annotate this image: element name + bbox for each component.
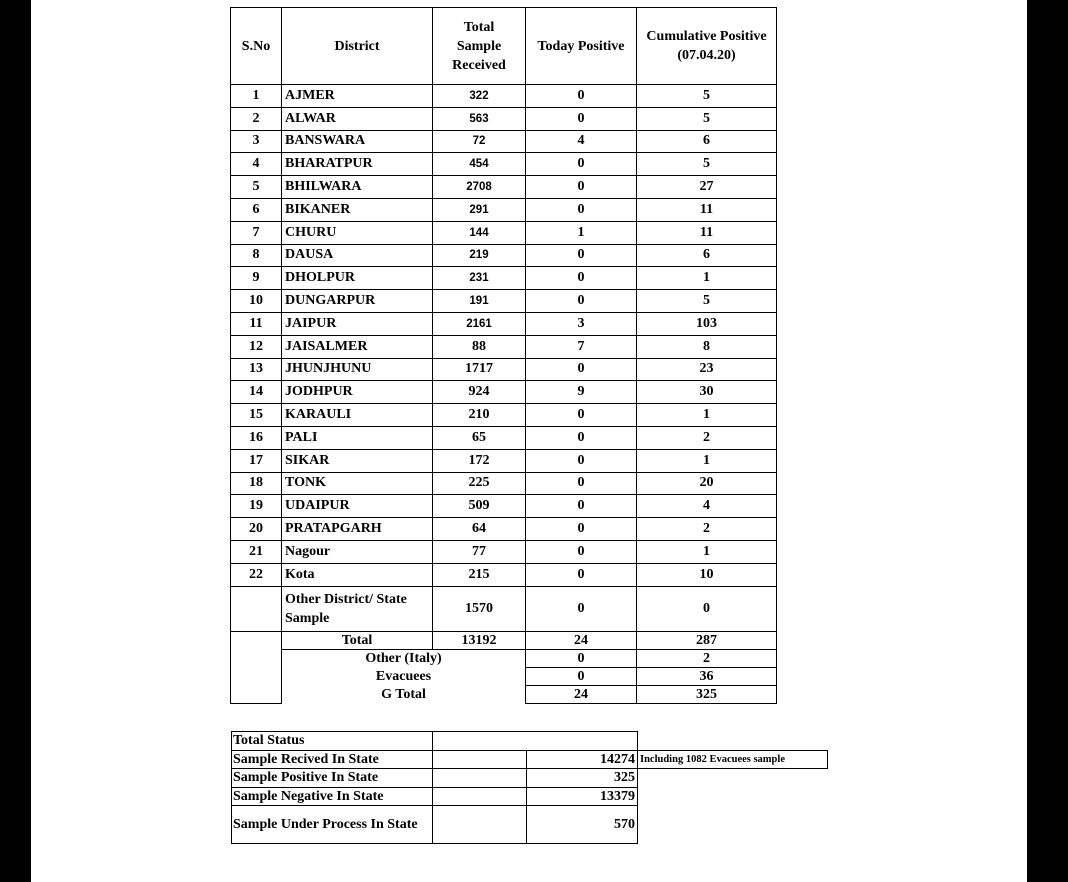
summary-empty-sno [231,631,282,649]
row-sno [231,586,282,631]
table-row [231,107,777,130]
table-header-row [231,8,777,85]
row-total-sample: 72 [433,130,526,153]
summary-today-positive: 24 [526,631,637,649]
row-district: DAUSA [282,244,433,267]
table-row [231,518,777,541]
row-district: ALWAR [282,107,433,130]
row-sno: 20 [231,518,282,541]
row-district: UDAIPUR [282,495,433,518]
table-row [231,540,777,563]
row-total-sample: 509 [433,495,526,518]
row-district: BIKANER [282,198,433,221]
row-cumulative-positive: 5 [637,290,777,313]
row-cumulative-positive: 11 [637,221,777,244]
status-row [232,787,828,806]
table-row [231,358,777,381]
row-cumulative-positive: 23 [637,358,777,381]
row-today-positive: 0 [526,404,637,427]
row-sno: 16 [231,426,282,449]
status-empty [433,806,527,844]
row-today-positive: 0 [526,472,637,495]
row-sno: 10 [231,290,282,313]
table-row [231,449,777,472]
table-row [231,563,777,586]
row-sno: 8 [231,244,282,267]
row-total-sample: 454 [433,153,526,176]
row-total-sample: 172 [433,449,526,472]
table-row-other-district [231,586,777,631]
row-today-positive: 9 [526,381,637,404]
summary-today-positive: 24 [526,685,637,703]
row-cumulative-positive: 10 [637,563,777,586]
row-district: JODHPUR [282,381,433,404]
status-note: Including 1082 Evacuees sample [638,750,828,769]
summary-total-sample: 13192 [433,631,526,649]
row-district: KARAULI [282,404,433,427]
status-label: Sample Recived In State [232,750,433,769]
summary-today-positive: 0 [526,649,637,667]
table-row [231,426,777,449]
summary-label: G Total [282,685,526,703]
row-today-positive: 0 [526,540,637,563]
row-district: SIKAR [282,449,433,472]
summary-cumulative-positive: 325 [637,685,777,703]
district-status-table [230,7,777,704]
row-total-sample: 225 [433,472,526,495]
row-total-sample: 219 [433,244,526,267]
row-sno: 3 [231,130,282,153]
summary-row [231,649,777,667]
row-district: Kota [282,563,433,586]
table-row [231,221,777,244]
row-cumulative-positive: 1 [637,404,777,427]
row-district: JHUNJHUNU [282,358,433,381]
table-row [231,176,777,199]
row-cumulative-positive: 20 [637,472,777,495]
status-empty [433,750,527,769]
row-cumulative-positive: 1 [637,267,777,290]
status-row [232,769,828,788]
row-total-sample: 215 [433,563,526,586]
row-sno: 7 [231,221,282,244]
header-cumulative-positive: Cumulative Positive (07.04.20) [637,8,777,85]
row-district: JAISALMER [282,335,433,358]
row-cumulative-positive: 5 [637,107,777,130]
row-district: Other District/ State Sample [282,586,433,631]
row-district: PRATAPGARH [282,518,433,541]
row-today-positive: 4 [526,130,637,153]
row-total-sample: 210 [433,404,526,427]
status-title-row [232,732,828,751]
row-cumulative-positive: 8 [637,335,777,358]
table-row [231,381,777,404]
status-title-empty-2 [527,732,638,751]
summary-row [231,667,777,685]
row-sno: 4 [231,153,282,176]
row-total-sample: 2708 [433,176,526,199]
row-sno: 18 [231,472,282,495]
row-today-positive: 0 [526,495,637,518]
header-today-positive: Today Positive [526,8,637,85]
summary-cumulative-positive: 36 [637,667,777,685]
summary-label: Evacuees [282,667,526,685]
status-row [232,806,828,844]
row-sno: 22 [231,563,282,586]
row-today-positive: 0 [526,518,637,541]
row-district: DUNGARPUR [282,290,433,313]
row-cumulative-positive: 5 [637,153,777,176]
table-row [231,335,777,358]
row-today-positive: 0 [526,107,637,130]
header-total-sample: Total Sample Received [433,8,526,85]
status-title-blank [638,732,828,751]
row-today-positive: 0 [526,267,637,290]
row-today-positive: 0 [526,358,637,381]
row-total-sample: 924 [433,381,526,404]
table-row [231,312,777,335]
total-status-table [231,731,828,844]
row-total-sample: 291 [433,198,526,221]
row-cumulative-positive: 11 [637,198,777,221]
row-total-sample: 144 [433,221,526,244]
header-district: District [282,8,433,85]
row-sno: 12 [231,335,282,358]
row-today-positive: 0 [526,586,637,631]
row-district: TONK [282,472,433,495]
summary-label: Other (Italy) [282,649,526,667]
row-sno: 15 [231,404,282,427]
table-row [231,85,777,108]
row-sno: 6 [231,198,282,221]
summary-cumulative-positive: 2 [637,649,777,667]
row-total-sample: 1570 [433,586,526,631]
status-row [232,750,828,769]
row-sno: 1 [231,85,282,108]
status-value: 13379 [527,787,638,806]
status-value: 14274 [527,750,638,769]
row-total-sample: 1717 [433,358,526,381]
table-row [231,495,777,518]
summary-row [231,631,777,649]
status-note-blank [638,787,828,806]
row-district: JAIPUR [282,312,433,335]
status-label: Sample Negative In State [232,787,433,806]
row-today-positive: 0 [526,563,637,586]
row-total-sample: 64 [433,518,526,541]
row-sno: 17 [231,449,282,472]
row-district: BANSWARA [282,130,433,153]
row-today-positive: 0 [526,198,637,221]
row-total-sample: 231 [433,267,526,290]
row-today-positive: 0 [526,426,637,449]
header-sno: S.No [231,8,282,85]
status-label: Sample Under Process In State [232,806,433,844]
row-cumulative-positive: 2 [637,518,777,541]
summary-empty-sno [231,685,282,703]
row-district: BHARATPUR [282,153,433,176]
table-row [231,153,777,176]
row-today-positive: 0 [526,176,637,199]
status-empty [433,769,527,788]
row-sno: 11 [231,312,282,335]
summary-empty-sno [231,667,282,685]
row-sno: 19 [231,495,282,518]
row-today-positive: 7 [526,335,637,358]
document-page [31,0,1027,882]
row-cumulative-positive: 27 [637,176,777,199]
row-total-sample: 322 [433,85,526,108]
summary-cumulative-positive: 287 [637,631,777,649]
row-total-sample: 2161 [433,312,526,335]
row-cumulative-positive: 2 [637,426,777,449]
row-today-positive: 0 [526,85,637,108]
row-cumulative-positive: 5 [637,85,777,108]
row-today-positive: 0 [526,153,637,176]
summary-empty-sno [231,649,282,667]
row-total-sample: 563 [433,107,526,130]
row-district: PALI [282,426,433,449]
status-note-blank [638,806,828,844]
row-cumulative-positive: 30 [637,381,777,404]
row-sno: 5 [231,176,282,199]
row-district: AJMER [282,85,433,108]
row-today-positive: 1 [526,221,637,244]
row-district: DHOLPUR [282,267,433,290]
row-sno: 14 [231,381,282,404]
row-cumulative-positive: 6 [637,244,777,267]
row-district: BHILWARA [282,176,433,199]
row-district: Nagour [282,540,433,563]
row-cumulative-positive: 4 [637,495,777,518]
table-row [231,267,777,290]
table-row [231,472,777,495]
status-value: 325 [527,769,638,788]
row-cumulative-positive: 6 [637,130,777,153]
row-cumulative-positive: 1 [637,540,777,563]
table-row [231,404,777,427]
row-sno: 21 [231,540,282,563]
row-total-sample: 191 [433,290,526,313]
row-today-positive: 0 [526,244,637,267]
row-cumulative-positive: 0 [637,586,777,631]
row-total-sample: 88 [433,335,526,358]
row-today-positive: 0 [526,290,637,313]
status-label: Sample Positive In State [232,769,433,788]
summary-label: Total [282,631,433,649]
table-row [231,290,777,313]
table-row [231,198,777,221]
row-sno: 13 [231,358,282,381]
row-total-sample: 65 [433,426,526,449]
status-title-empty [433,732,527,751]
summary-today-positive: 0 [526,667,637,685]
row-sno: 2 [231,107,282,130]
status-title: Total Status [232,732,433,751]
table-row [231,130,777,153]
summary-row [231,685,777,703]
status-empty [433,787,527,806]
row-cumulative-positive: 1 [637,449,777,472]
row-today-positive: 3 [526,312,637,335]
status-value: 570 [527,806,638,844]
row-district: CHURU [282,221,433,244]
table-row [231,244,777,267]
row-sno: 9 [231,267,282,290]
row-cumulative-positive: 103 [637,312,777,335]
status-note-blank [638,769,828,788]
row-today-positive: 0 [526,449,637,472]
row-total-sample: 77 [433,540,526,563]
